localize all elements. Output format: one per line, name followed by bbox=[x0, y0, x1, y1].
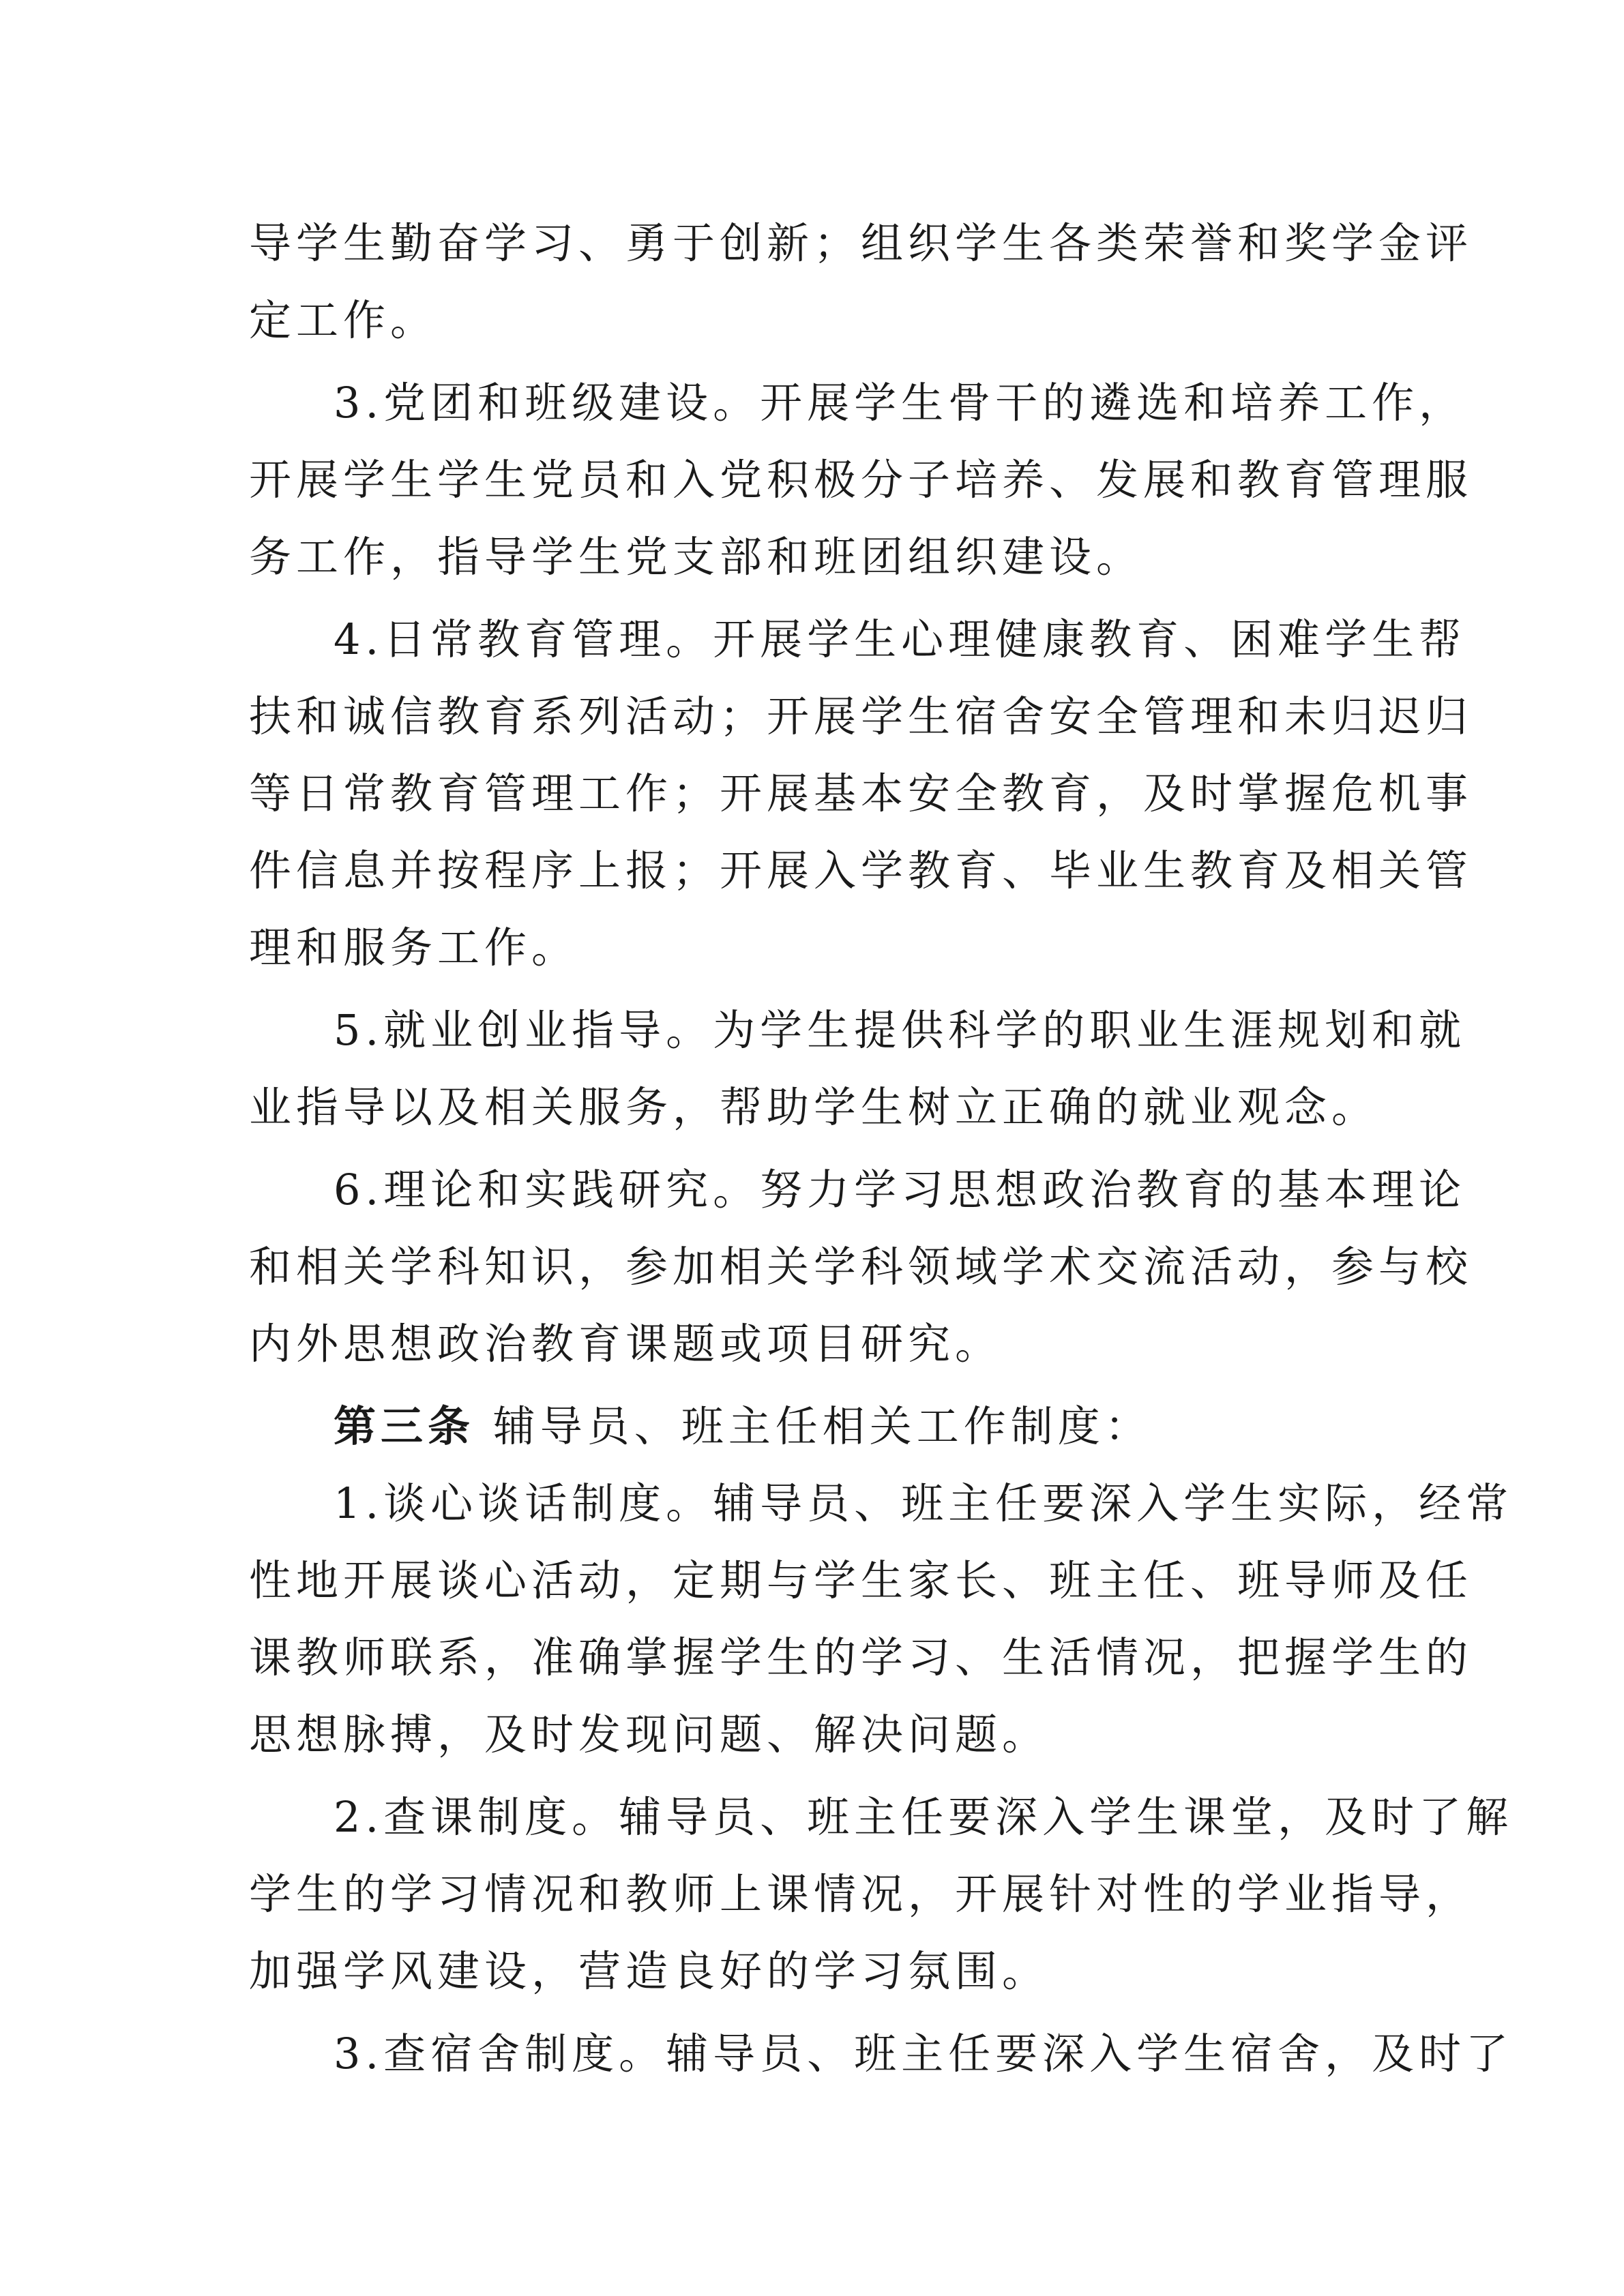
paragraph-rule-1 bbox=[249, 1465, 1514, 1773]
text-line: 内外思想政治教育课题或项目研究。 bbox=[249, 1319, 1003, 1369]
article-3-heading bbox=[249, 1388, 1381, 1465]
text-line: 和相关学科知识，参加相关学科领域学术交流活动，参与校 bbox=[249, 1242, 1473, 1292]
text-line: 1.谈心谈话制度。辅导员、班主任要深入学生实际，经常 bbox=[334, 1478, 1514, 1528]
article-title: 辅导员、班主任相关工作制度： bbox=[475, 1401, 1152, 1451]
text-line: 思想脉搏，及时发现问题、解决问题。 bbox=[249, 1710, 1050, 1759]
paragraph-rule-2 bbox=[249, 1778, 1514, 2010]
paragraph-item-3 bbox=[249, 364, 1473, 595]
text-line: 务工作，指导学生党支部和班团组织建设。 bbox=[249, 532, 1144, 582]
text-line: 课教师联系，准确掌握学生的学习、生活情况，把握学生的 bbox=[249, 1632, 1473, 1682]
paragraph-rule-3 bbox=[249, 2015, 1514, 2092]
paragraph-intro bbox=[249, 205, 1473, 359]
text-line: 开展学生学生党员和入党积极分子培养、发展和教育管理服 bbox=[249, 455, 1473, 505]
text-line: 导学生勤奋学习、勇于创新；组织学生各类荣誉和奖学金评 bbox=[249, 218, 1473, 268]
text-line: 扶和诚信教育系列活动；开展学生宿舍安全管理和未归迟归 bbox=[249, 691, 1473, 741]
text-line: 性地开展谈心活动，定期与学生家长、班主任、班导师及任 bbox=[249, 1555, 1473, 1605]
text-line: 2.查课制度。辅导员、班主任要深入学生课堂，及时了解 bbox=[334, 1792, 1514, 1842]
text-line: 学生的学习情况和教师上课情况，开展针对性的学业指导， bbox=[249, 1869, 1473, 1919]
text-line: 业指导以及相关服务，帮助学生树立正确的就业观念。 bbox=[249, 1082, 1379, 1132]
article-label: 第三条 bbox=[334, 1401, 475, 1451]
text-line: 6.理论和实践研究。努力学习思想政治教育的基本理论 bbox=[334, 1165, 1466, 1214]
text-line: 加强学风建设，营造良好的学习氛围。 bbox=[249, 1946, 1050, 1996]
text-line: 3.查宿舍制度。辅导员、班主任要深入学生宿舍，及时了 bbox=[334, 2029, 1514, 2078]
paragraph-item-4 bbox=[249, 601, 1473, 986]
text-line: 件信息并按程序上报；开展入学教育、毕业生教育及相关管 bbox=[249, 846, 1473, 895]
paragraph-item-5 bbox=[249, 992, 1466, 1146]
text-line bbox=[249, 1388, 1381, 1465]
document-page bbox=[249, 205, 1514, 2092]
text-line: 3.党团和班级建设。开展学生骨干的遴选和培养工作， bbox=[334, 378, 1466, 428]
text-line: 等日常教育管理工作；开展基本安全教育，及时掌握危机事 bbox=[249, 769, 1473, 818]
paragraph-item-6 bbox=[249, 1151, 1473, 1382]
text-line: 5.就业创业指导。为学生提供科学的职业生涯规划和就 bbox=[334, 1005, 1466, 1055]
text-line: 4.日常教育管理。开展学生心理健康教育、困难学生帮 bbox=[334, 614, 1466, 664]
text-line: 理和服务工作。 bbox=[249, 923, 579, 972]
text-line: 定工作。 bbox=[249, 295, 438, 345]
